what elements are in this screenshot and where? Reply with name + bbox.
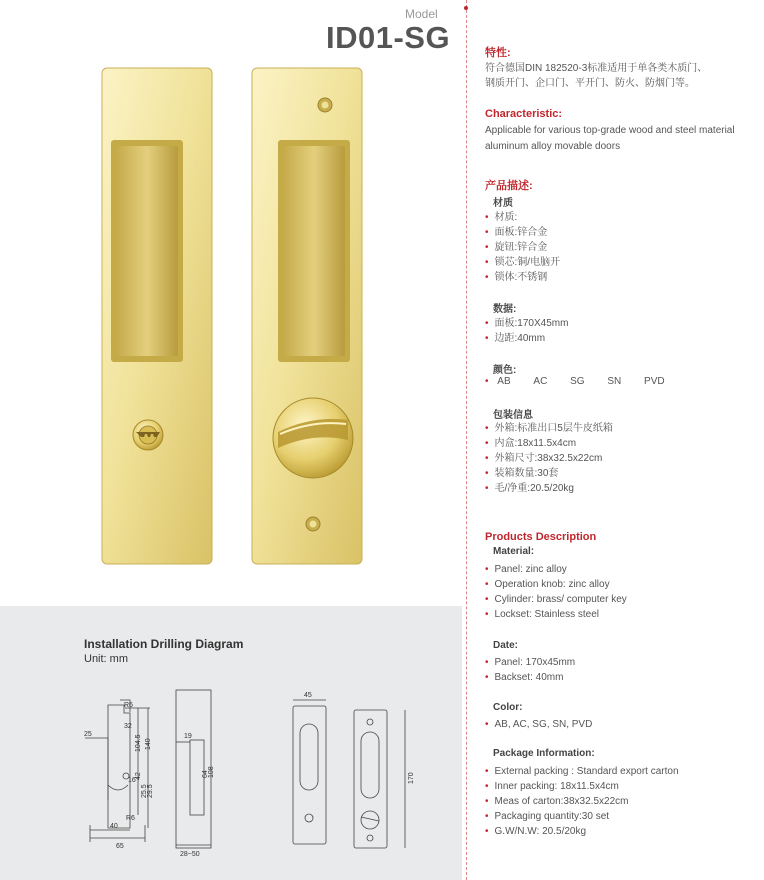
- product-en-heading: Products Description: [485, 531, 597, 543]
- divider-dot: [464, 6, 468, 10]
- material-cn-item: • 面板:锌合金: [485, 225, 547, 241]
- data-cn-item: • 边距:40mm: [485, 331, 545, 347]
- package-en-title: Package Information:: [493, 748, 595, 759]
- dim-w32: 32: [124, 723, 132, 730]
- dim-h295: 29.5: [147, 784, 154, 798]
- material-cn-title: 材质: [493, 198, 513, 209]
- package-en-item: • External packing : Standard export carton: [485, 764, 679, 780]
- features-cn-line-2: 钢质开门、企口门、平开门、防火、防烟门等。: [485, 78, 695, 89]
- characteristic-line-1: Applicable for various top-grade wood and steel material: [485, 125, 735, 136]
- dim-w45: 45: [304, 692, 312, 699]
- material-cn-item: • 旋钮:锌合金: [485, 240, 547, 256]
- dim-d42: 42: [135, 772, 142, 780]
- material-cn-item: • 锁芯:铜/电脑开: [485, 255, 560, 271]
- material-cn-item: • 锁体:不锈钢: [485, 270, 547, 286]
- dim-w2850: 28~50: [180, 851, 200, 858]
- package-cn-title: 包装信息: [493, 410, 533, 421]
- bottom-screw-hole: [306, 517, 320, 531]
- dim-r6-bot: R6: [126, 815, 135, 822]
- characteristic-line-2: aluminum alloy movable doors: [485, 141, 621, 152]
- color-cn-list: [485, 376, 685, 387]
- package-en-item: • G.W/N.W: 20.5/20kg: [485, 824, 586, 840]
- package-en-item: • Meas of carton:38x32.5x22cm: [485, 794, 628, 810]
- product-image: [90, 60, 410, 580]
- right-plate: [252, 68, 362, 564]
- door-edge-section: [176, 690, 211, 848]
- front-plate-drawing: [293, 706, 326, 844]
- dim-r6-top: R6: [124, 702, 133, 709]
- product-cn-heading: 产品描述:: [485, 180, 533, 192]
- date-en-item: • Panel: 170x45mm: [485, 655, 575, 671]
- characteristic-heading: Characteristic:: [485, 108, 563, 120]
- dim-w19: 19: [184, 733, 192, 740]
- color-option: AC: [533, 376, 548, 387]
- material-cn-item: • 材质:: [485, 210, 517, 226]
- dim-w65: 65: [116, 843, 124, 850]
- dim-h104: 104.5: [135, 734, 142, 752]
- diagram-title: Installation Drilling Diagram: [84, 637, 244, 651]
- features-cn-heading: 特性:: [485, 47, 511, 59]
- color-en-item: • AB, AC, SG, SN, PVD: [485, 717, 592, 733]
- dim-h108: 108: [208, 766, 215, 778]
- model-code: ID01-SG: [326, 20, 451, 55]
- material-en-item: • Lockset: Stainless steel: [485, 607, 599, 623]
- color-option: SN: [607, 376, 622, 387]
- dim-w25: 25: [84, 731, 92, 738]
- dim-h64: 64: [202, 770, 209, 778]
- color-option: PVD: [644, 376, 665, 387]
- package-cn-item: • 外箱:标准出口5层牛皮纸箱: [485, 421, 613, 437]
- package-cn-item: • 毛/净重:20.5/20kg: [485, 481, 574, 497]
- material-en-item: • Cylinder: brass/ computer key: [485, 592, 627, 608]
- data-cn-item: • 面板:170X45mm: [485, 316, 568, 332]
- package-cn-item: • 外箱尺寸:38x32.5x22cm: [485, 451, 602, 467]
- color-en-title: Color:: [493, 702, 523, 713]
- drilling-diagram: [80, 680, 420, 860]
- date-en-item: • Backset: 40mm: [485, 670, 563, 686]
- turn-knob: [273, 398, 353, 478]
- material-en-item: • Operation knob: zinc alloy: [485, 577, 610, 593]
- color-cn-title: 颜色:: [493, 365, 517, 376]
- dim-h170: 170: [408, 772, 415, 784]
- color-option: SG: [570, 376, 585, 387]
- material-en-item: • Panel: zinc alloy: [485, 562, 567, 578]
- features-cn-line-1: 符合德国DIN 182520-3标准适用于单各类木质门、: [485, 63, 708, 74]
- diagram-unit: Unit: mm: [84, 653, 128, 665]
- dim-h140: 140: [145, 738, 152, 750]
- color-option: AB: [497, 376, 511, 387]
- model-label: Model: [405, 7, 438, 21]
- left-plate: [102, 68, 212, 564]
- package-cn-item: • 内盒:18x11.5x4cm: [485, 436, 576, 452]
- divider: [466, 0, 467, 880]
- cylinder-keyhole: [133, 420, 163, 450]
- top-screw-hole: [318, 98, 332, 112]
- dim-d16: 16: [128, 777, 136, 784]
- rear-plate-drawing: [354, 710, 387, 848]
- date-en-title: Date:: [493, 640, 519, 651]
- data-cn-title: 数据:: [493, 304, 517, 315]
- dim-w40: 40: [110, 823, 118, 830]
- package-en-item: • Packaging quantity:30 set: [485, 809, 609, 825]
- dim-h255: 25.5: [141, 784, 148, 798]
- material-en-title: Material:: [493, 546, 535, 557]
- package-en-item: • Inner packing: 18x11.5x4cm: [485, 779, 619, 795]
- package-cn-item: • 装箱数量:30套: [485, 466, 558, 482]
